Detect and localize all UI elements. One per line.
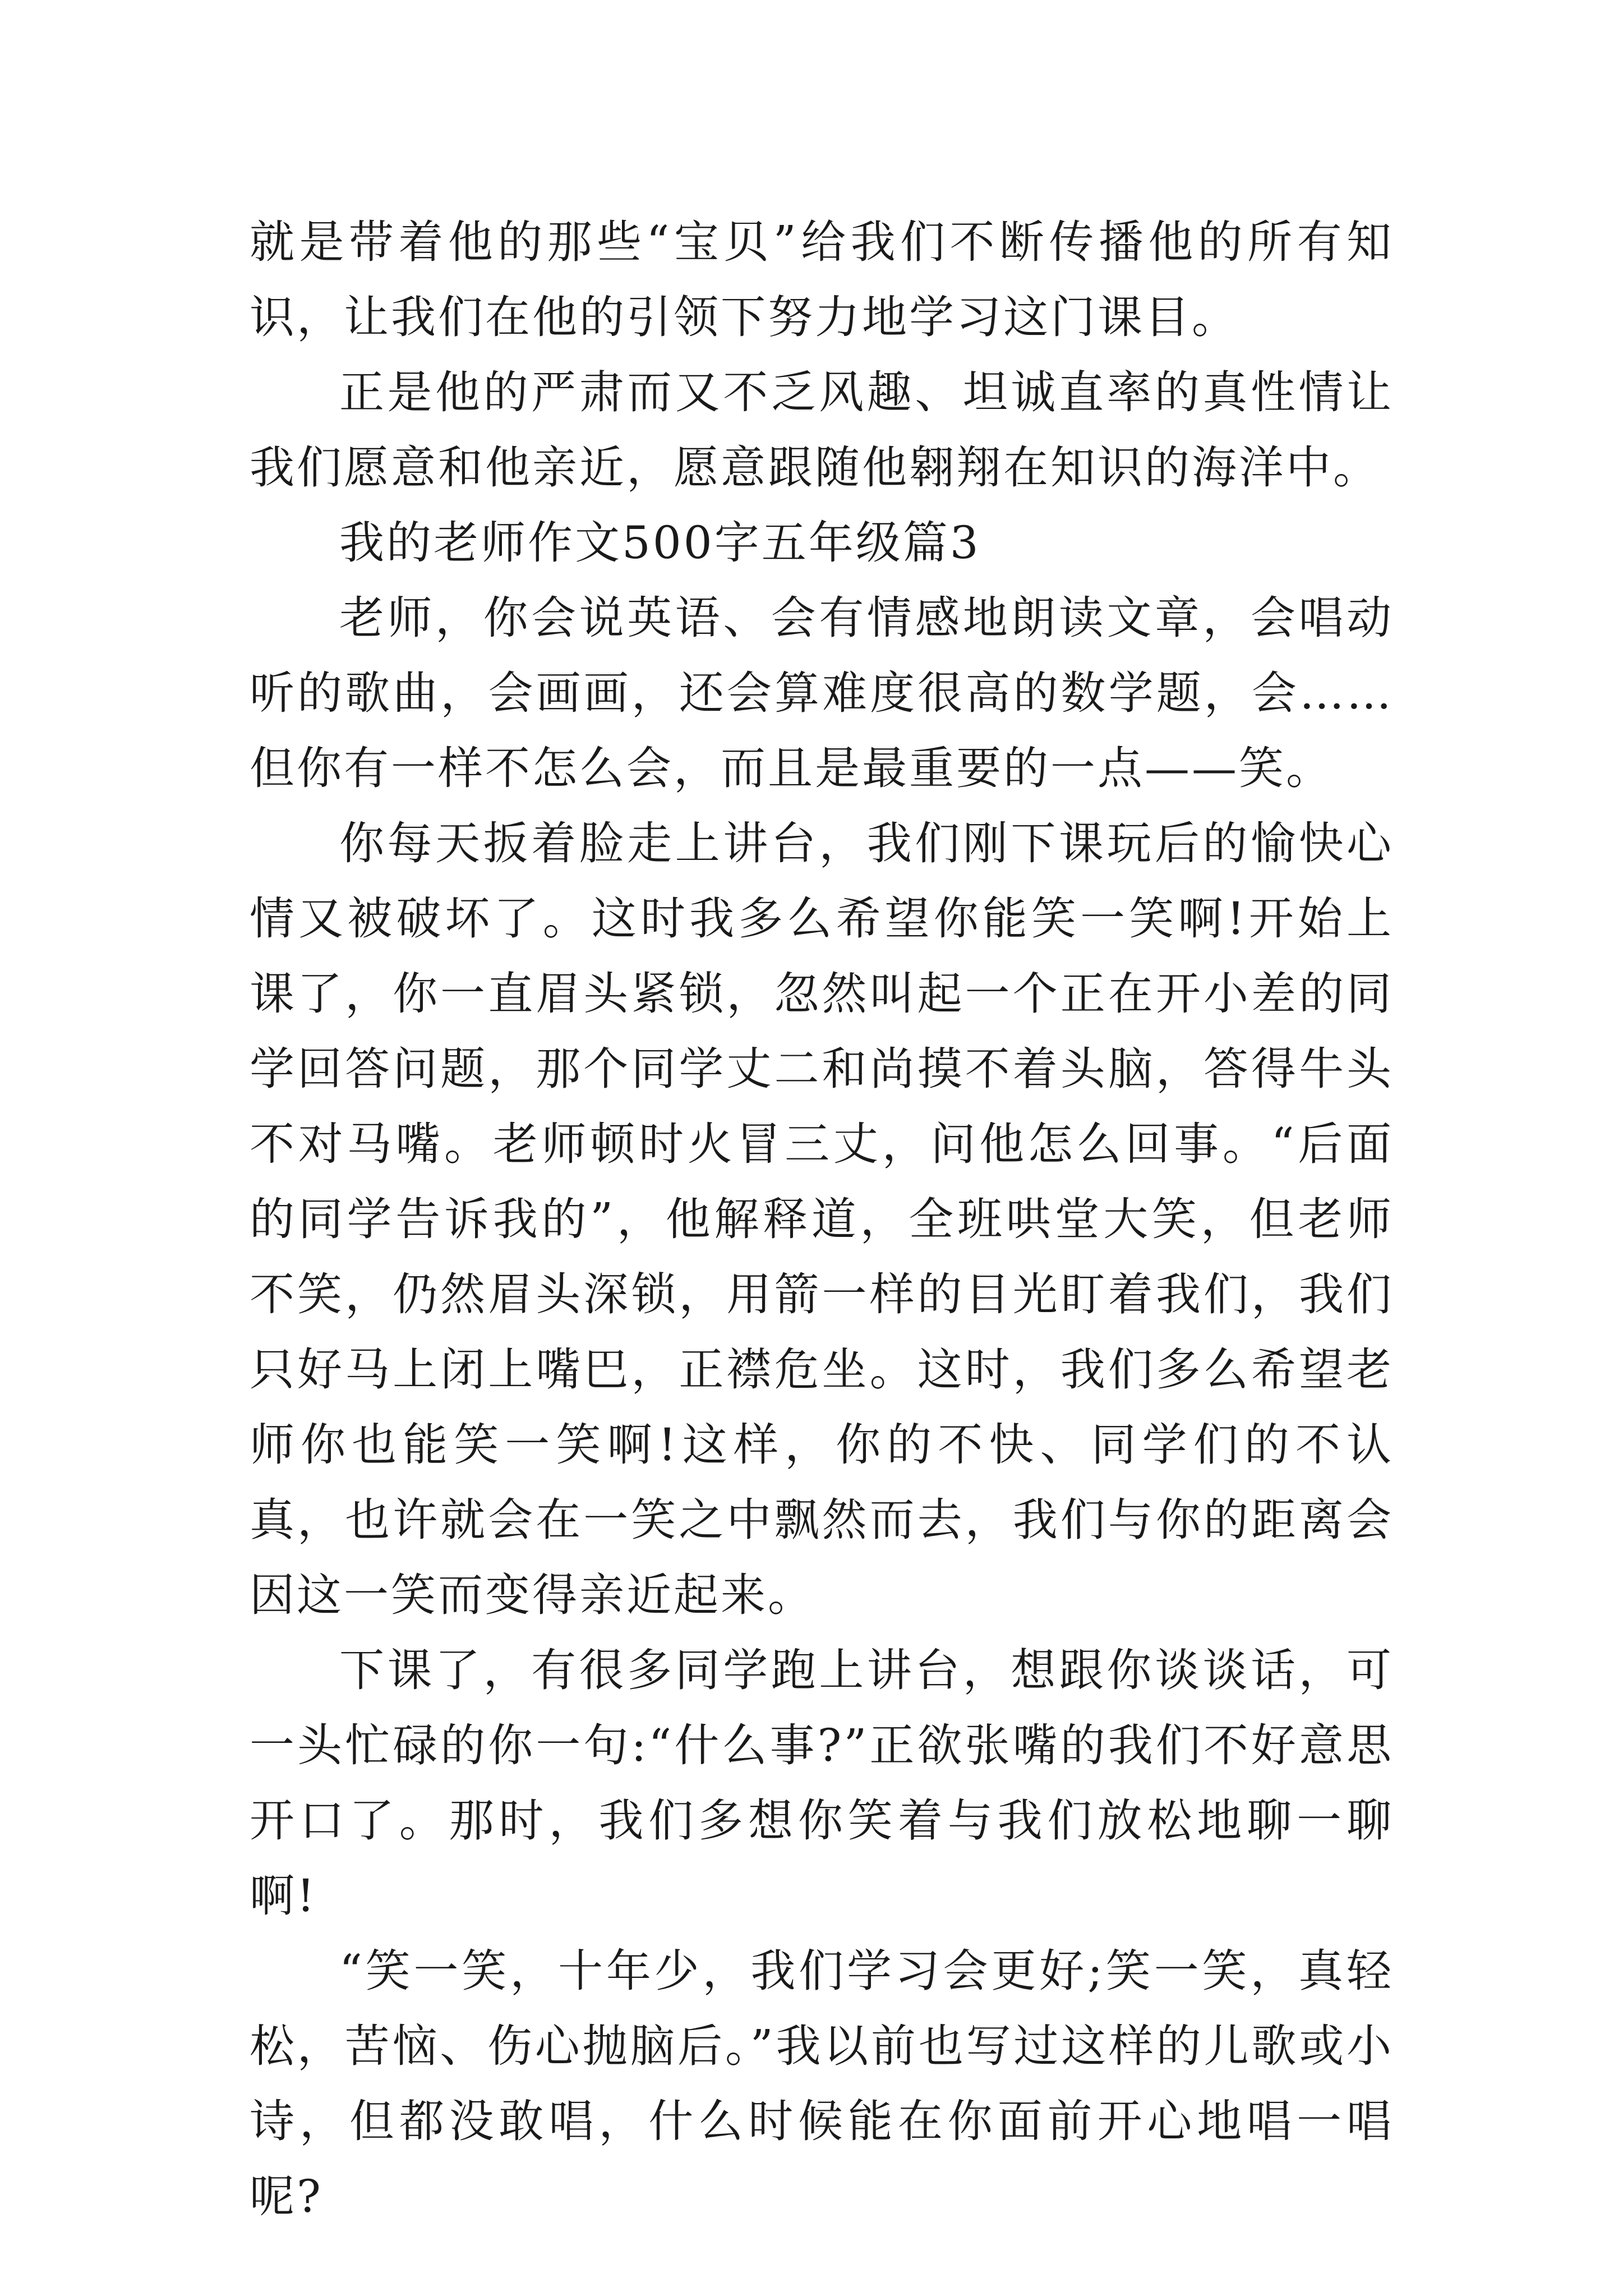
paragraph-4: 你每天扳着脸走上讲台，我们刚下课玩后的愉快心情又被破坏了。这时我多么希望你能笑一笑啊!开始上课了，你一直眉头紧锁，忽然叫起一个正在开小差的同学回答问题，那个同学丈二和尚摸不着头脑，答得牛头不对马嘴。老师顿时火冒三丈，问他怎么回事。“后面的同学告诉我的”，他解释道，全班哄堂大笑，但老师不笑，仍然眉头深锁，用箭一样的目光盯着我们，我们只好马上闭上嘴巴，正襟危坐。这时，我们多么希望老师你也能笑一笑啊!这样，你的不快、同学们的不认真，也许就会在一笑之中飘然而去，我们与你的距离会因这一笑而变得亲近起来。 <box>250 817 1394 1621</box>
paragraph-1: 就是带着他的那些“宝贝”给我们不断传播他的所有知识，让我们在他的引领下努力地学习这门课目。 <box>250 216 1394 343</box>
paragraph-5: 下课了，有很多同学跑上讲台，想跟你谈谈话，可一头忙碌的你一句:“什么事?”正欲张嘴的我们不好意思开口了。那时，我们多想你笑着与我们放松地聊一聊啊! <box>250 1644 1394 1922</box>
section-heading: 我的老师作文500字五年级篇3 <box>339 517 981 569</box>
paragraph-3: 老师，你会说英语、会有情感地朗读文章，会唱动听的歌曲，会画画，还会算难度很高的数学题，会……但你有一样不怎么会，而且是最重要的一点——笑。 <box>250 592 1394 794</box>
paragraph-6: “笑一笑，十年少，我们学习会更好;笑一笑，真轻松，苦恼、伤心抛脑后。”我以前也写过这样的儿歌或小诗，但都没敢唱，什么时候能在你面前开心地唱一唱呢? <box>250 1945 1394 2223</box>
paragraph-2: 正是他的严肃而又不乏风趣、坦诚直率的真性情让我们愿意和他亲近，愿意跟随他翱翔在知识的海洋中。 <box>250 366 1394 494</box>
document-body <box>250 205 1394 2234</box>
